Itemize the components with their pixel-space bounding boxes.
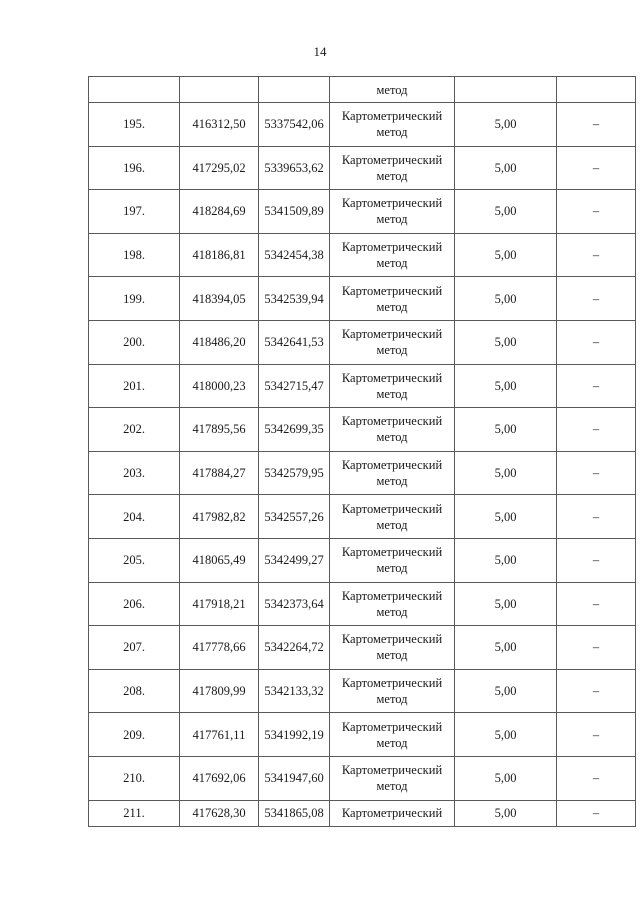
cell-accuracy: [455, 77, 557, 103]
cell-accuracy: 5,00: [455, 756, 557, 800]
page-number: 14: [313, 44, 327, 59]
method-text: Картометрический метод: [341, 109, 443, 140]
table-row: [89, 364, 636, 408]
table-row: [89, 582, 636, 626]
cell-method: [330, 364, 455, 408]
cell-method: [330, 408, 455, 452]
cell-method: [330, 233, 455, 277]
cell-number: 208.: [89, 669, 180, 713]
cell-y: 5341865,08: [259, 800, 330, 826]
cell-y: 5342499,27: [259, 538, 330, 582]
cell-method: [330, 669, 455, 713]
cell-x: 417884,27: [180, 451, 259, 495]
cell-x: 418394,05: [180, 277, 259, 321]
method-text: Картометрический метод: [341, 501, 443, 532]
cell-y: 5342454,38: [259, 233, 330, 277]
cell-y: 5342699,35: [259, 408, 330, 452]
cell-y: 5342539,94: [259, 277, 330, 321]
method-text: Картометрический метод: [341, 676, 443, 707]
cell-number: 206.: [89, 582, 180, 626]
cell-description: –: [557, 364, 636, 408]
cell-accuracy: 5,00: [455, 146, 557, 190]
cell-x: 417295,02: [180, 146, 259, 190]
cell-x: [180, 77, 259, 103]
table-row: [89, 669, 636, 713]
cell-description: –: [557, 538, 636, 582]
cell-method: [330, 582, 455, 626]
method-text: Картометрический метод: [341, 196, 443, 227]
cell-description: –: [557, 756, 636, 800]
table-body: [89, 77, 636, 827]
cell-accuracy: 5,00: [455, 582, 557, 626]
cell-accuracy: 5,00: [455, 669, 557, 713]
method-text: Картометрический метод: [341, 283, 443, 314]
cell-description: –: [557, 103, 636, 147]
table-row: [89, 538, 636, 582]
cell-description: –: [557, 320, 636, 364]
cell-x: 418000,23: [180, 364, 259, 408]
cell-y: [259, 77, 330, 103]
cell-y: 5342579,95: [259, 451, 330, 495]
cell-y: 5339653,62: [259, 146, 330, 190]
cell-method: [330, 277, 455, 321]
method-text: Картометрический метод: [341, 545, 443, 576]
cell-y: 5342133,32: [259, 669, 330, 713]
cell-x: 417809,99: [180, 669, 259, 713]
method-text: Картометрический метод: [341, 414, 443, 445]
cell-accuracy: 5,00: [455, 408, 557, 452]
cell-x: 417692,06: [180, 756, 259, 800]
method-text: Картометрический метод: [341, 763, 443, 794]
cell-description: –: [557, 277, 636, 321]
cell-x: 418284,69: [180, 190, 259, 234]
cell-x: 418486,20: [180, 320, 259, 364]
cell-y: 5342264,72: [259, 626, 330, 670]
cell-accuracy: 5,00: [455, 451, 557, 495]
table-row: [89, 408, 636, 452]
table-row: [89, 190, 636, 234]
cell-y: 5342373,64: [259, 582, 330, 626]
cell-y: 5337542,06: [259, 103, 330, 147]
cell-number: 196.: [89, 146, 180, 190]
cell-number: 210.: [89, 756, 180, 800]
cell-method: [330, 626, 455, 670]
cell-x: 418065,49: [180, 538, 259, 582]
cell-description: –: [557, 582, 636, 626]
cell-description: –: [557, 713, 636, 757]
cell-number: 200.: [89, 320, 180, 364]
method-text: Картометрический метод: [341, 240, 443, 271]
cell-x: 417628,30: [180, 800, 259, 826]
cell-y: 5342715,47: [259, 364, 330, 408]
cell-x: 417918,21: [180, 582, 259, 626]
cell-number: 198.: [89, 233, 180, 277]
cell-accuracy: 5,00: [455, 538, 557, 582]
table-row: [89, 451, 636, 495]
cell-description: –: [557, 669, 636, 713]
cell-number: 205.: [89, 538, 180, 582]
table-row: [89, 756, 636, 800]
table-row: [89, 233, 636, 277]
cell-number: 201.: [89, 364, 180, 408]
cell-x: 417895,56: [180, 408, 259, 452]
cell-y: 5342557,26: [259, 495, 330, 539]
method-text: Картометрический метод: [341, 458, 443, 489]
cell-accuracy: 5,00: [455, 626, 557, 670]
cell-accuracy: 5,00: [455, 800, 557, 826]
table-row: [89, 800, 636, 826]
cell-method: [330, 320, 455, 364]
cell-method: [330, 538, 455, 582]
cell-method: [330, 451, 455, 495]
cell-accuracy: 5,00: [455, 233, 557, 277]
method-text: Картометрический метод: [341, 719, 443, 750]
cell-accuracy: 5,00: [455, 495, 557, 539]
cell-method: [330, 190, 455, 234]
cell-method: [330, 103, 455, 147]
cell-accuracy: 5,00: [455, 190, 557, 234]
table-row: [89, 277, 636, 321]
cell-method: [330, 495, 455, 539]
cell-y: 5341947,60: [259, 756, 330, 800]
cell-description: –: [557, 408, 636, 452]
table-row: [89, 626, 636, 670]
table-row: [89, 495, 636, 539]
table-row-continuation: [89, 77, 636, 103]
method-text: Картометрический метод: [341, 370, 443, 401]
method-text: Картометрический метод: [341, 588, 443, 619]
cell-number: 202.: [89, 408, 180, 452]
cell-number: [89, 77, 180, 103]
cell-y: 5341992,19: [259, 713, 330, 757]
cell-number: 197.: [89, 190, 180, 234]
cell-description: –: [557, 495, 636, 539]
cell-method: Картометрический: [330, 800, 455, 826]
cell-number: 203.: [89, 451, 180, 495]
method-text: Картометрический метод: [341, 327, 443, 358]
cell-y: 5342641,53: [259, 320, 330, 364]
cell-description: –: [557, 233, 636, 277]
table-row: [89, 146, 636, 190]
cell-description: –: [557, 146, 636, 190]
cell-method: [330, 146, 455, 190]
cell-number: 209.: [89, 713, 180, 757]
cell-number: 207.: [89, 626, 180, 670]
cell-accuracy: 5,00: [455, 364, 557, 408]
cell-description: [557, 77, 636, 103]
cell-y: 5341509,89: [259, 190, 330, 234]
cell-x: 417982,82: [180, 495, 259, 539]
cell-description: –: [557, 800, 636, 826]
table-row: [89, 320, 636, 364]
cell-description: –: [557, 451, 636, 495]
cell-number: 199.: [89, 277, 180, 321]
cell-accuracy: 5,00: [455, 320, 557, 364]
cell-method: метод: [330, 77, 455, 103]
cell-accuracy: 5,00: [455, 103, 557, 147]
cell-description: –: [557, 190, 636, 234]
cell-x: 417761,11: [180, 713, 259, 757]
cell-accuracy: 5,00: [455, 713, 557, 757]
cell-accuracy: 5,00: [455, 277, 557, 321]
cell-method: [330, 713, 455, 757]
cell-x: 416312,50: [180, 103, 259, 147]
cell-number: 204.: [89, 495, 180, 539]
method-text: Картометрический метод: [341, 152, 443, 183]
cell-method: [330, 756, 455, 800]
cell-description: –: [557, 626, 636, 670]
cell-x: 418186,81: [180, 233, 259, 277]
cell-x: 417778,66: [180, 626, 259, 670]
cell-number: 195.: [89, 103, 180, 147]
method-text: Картометрический метод: [341, 632, 443, 663]
table-row: [89, 103, 636, 147]
coordinates-table: [88, 76, 636, 827]
table-row: [89, 713, 636, 757]
cell-number: 211.: [89, 800, 180, 826]
